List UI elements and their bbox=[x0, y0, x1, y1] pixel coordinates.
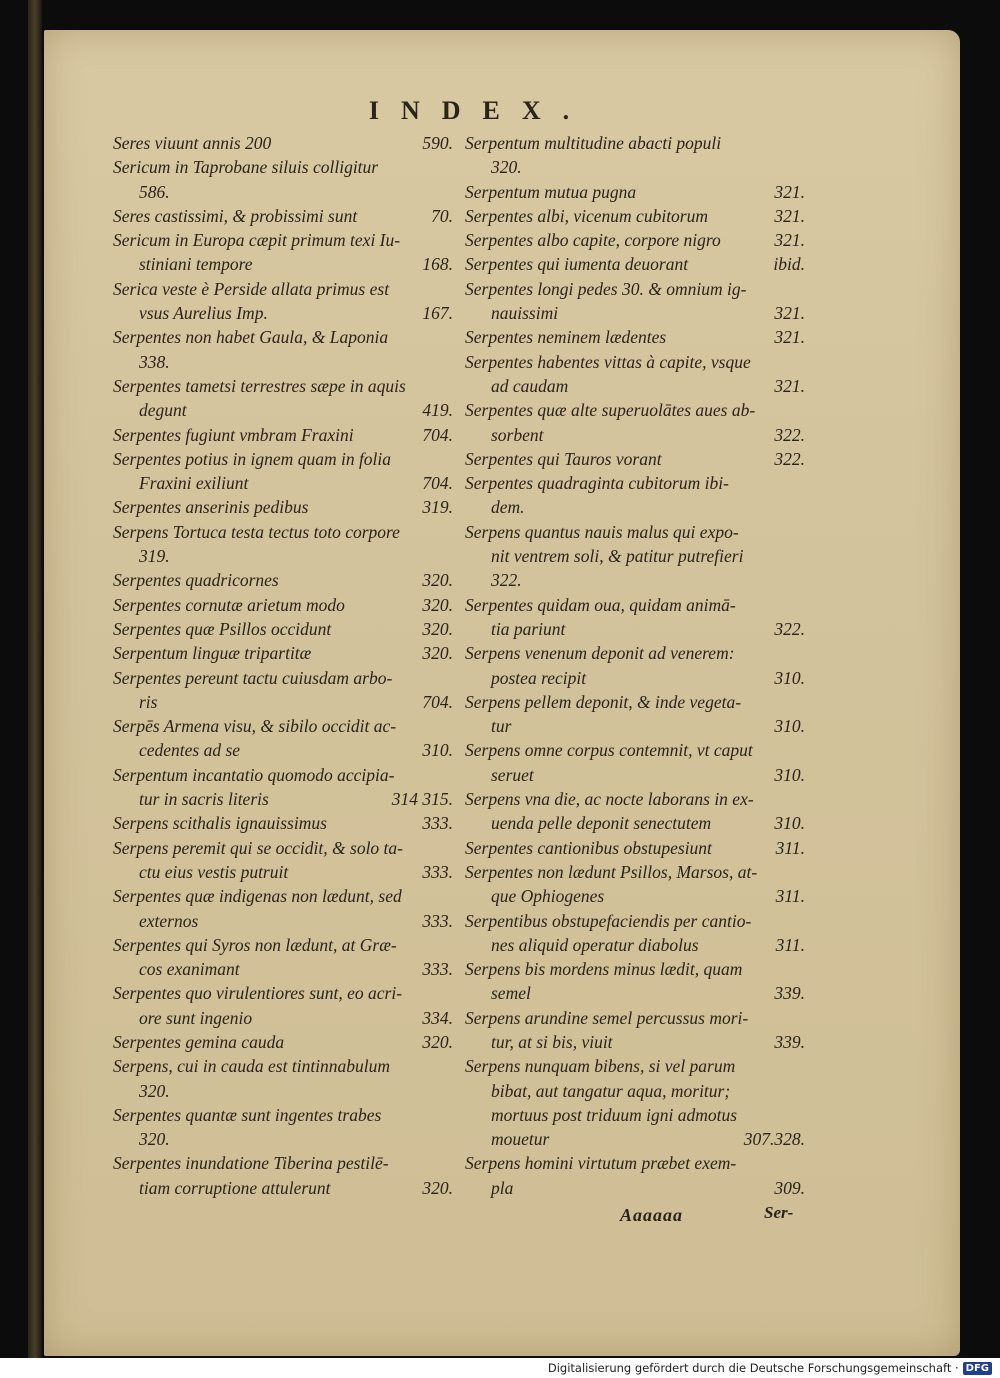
index-entry-line: Serpēs Armena visu, & sibilo occidit ac- bbox=[113, 716, 397, 737]
index-page-number: 704. bbox=[422, 424, 453, 445]
signature-mark: Aaaaaa bbox=[620, 1205, 684, 1225]
index-entry-line: Serpens vna die, ac nocte laborans in ex- bbox=[465, 789, 754, 810]
index-page-number: 322. bbox=[774, 448, 805, 469]
index-entry-line: que Ophiogenes bbox=[491, 886, 605, 907]
index-entry bbox=[113, 1151, 453, 1200]
index-page-number: 311. bbox=[775, 886, 805, 907]
index-entry bbox=[113, 495, 453, 519]
index-entry bbox=[113, 447, 453, 496]
index-entry-line: Serpentes albi, vicenum cubitorum bbox=[465, 205, 709, 226]
index-entry bbox=[113, 884, 453, 933]
index-entry-line: degunt bbox=[139, 400, 187, 421]
index-entry-line: Sericum in Europa cæpit primum texi Iu- bbox=[113, 230, 401, 251]
index-entry-line: Serpentes inundatione Tiberina pestilē- bbox=[113, 1153, 389, 1174]
index-page-number: 320. bbox=[422, 643, 453, 664]
index-page-number: 333. bbox=[422, 910, 453, 931]
index-entry-line: Serpentes fugiunt vmbram Fraxini bbox=[113, 424, 354, 445]
index-entry bbox=[465, 252, 805, 276]
index-entry-line: Sericum in Taprobane siluis colligitur bbox=[113, 157, 379, 178]
index-page-number: 321. bbox=[774, 181, 805, 202]
index-entry-line: 319. bbox=[139, 546, 170, 567]
index-entry-line: 320. bbox=[491, 157, 522, 178]
index-entry bbox=[113, 714, 453, 763]
index-entry-line: tur, at si bis, viuit bbox=[491, 1031, 613, 1052]
index-entry-line: Serpens nunquam bibens, si vel parum bbox=[465, 1056, 736, 1077]
index-entry bbox=[465, 1006, 805, 1055]
index-entry-line: Serpentum incantatio quomodo accipia- bbox=[113, 764, 395, 785]
catchword: Ser- bbox=[764, 1203, 794, 1222]
index-page-number: 322. bbox=[774, 618, 805, 639]
index-entry bbox=[465, 228, 805, 252]
index-page-number: 310. bbox=[422, 740, 453, 761]
index-entry-line: vsus Aurelius Imp. bbox=[139, 303, 268, 324]
index-entry-line: Serpentes qui iumenta deuorant bbox=[465, 254, 689, 275]
index-entry-line: bibat, aut tangatur aqua, moritur; bbox=[491, 1080, 731, 1101]
index-entry-line: Fraxini exiliunt bbox=[139, 473, 249, 494]
index-entry-line: Serpentes quadricornes bbox=[113, 570, 279, 591]
index-entry bbox=[465, 180, 805, 204]
index-page-number: 321. bbox=[774, 205, 805, 226]
index-entry-line: 322. bbox=[491, 570, 522, 591]
index-entry bbox=[113, 617, 453, 641]
index-entry-line: Seres castissimi, & probissimi sunt bbox=[113, 205, 358, 226]
index-entry-line: Serpentes non lædunt Psillos, Marsos, at- bbox=[465, 861, 758, 882]
index-entry bbox=[465, 860, 805, 909]
index-entry bbox=[465, 350, 805, 399]
index-entry-line: 320. bbox=[139, 1129, 170, 1150]
index-entry-line: mortuus post triduum igni admotus bbox=[491, 1104, 737, 1125]
index-entry-line: tia pariunt bbox=[491, 618, 566, 639]
index-entry-line: cedentes ad se bbox=[139, 740, 241, 761]
index-entry-line: Serpens quantus nauis malus qui expo- bbox=[465, 521, 739, 542]
index-page-number: 339. bbox=[774, 983, 805, 1004]
index-entry bbox=[113, 228, 453, 277]
index-entry-line: tur in sacris literis bbox=[139, 789, 269, 810]
index-page-number: 320. bbox=[422, 570, 453, 591]
index-entry-line: Serpentes cornutæ arietum modo bbox=[113, 594, 345, 615]
index-page-number: 310. bbox=[774, 813, 805, 834]
index-entry bbox=[113, 1054, 453, 1103]
index-entry-line: Serpens bis mordens minus lædit, quam bbox=[465, 959, 743, 980]
index-entry bbox=[113, 593, 453, 617]
index-page-number: 319. bbox=[422, 497, 453, 518]
index-page-number: 320. bbox=[422, 618, 453, 639]
index-entry bbox=[113, 155, 453, 204]
index-page-number: 333. bbox=[422, 861, 453, 882]
index-entry-line: Serpens pellem deponit, & inde vegeta- bbox=[465, 691, 742, 712]
index-entry-line: seruet bbox=[491, 764, 534, 785]
index-entry-line: tiam corruptione attulerunt bbox=[139, 1177, 331, 1198]
index-entry-line: postea recipit bbox=[491, 667, 587, 688]
index-entry-line: ad caudam bbox=[491, 375, 569, 396]
index-entry-line: ctu eius vestis putruit bbox=[139, 861, 289, 882]
index-entry-line: Serica veste è Perside allata primus est bbox=[113, 278, 390, 299]
index-entry-line: nit ventrem soli, & patitur putrefieri bbox=[491, 546, 744, 567]
digitization-credit bbox=[548, 1361, 992, 1375]
index-page-number: 320. bbox=[422, 594, 453, 615]
index-entry-line: Serpentum mutua pugna bbox=[465, 181, 637, 202]
index-entry-line: Serpens homini virtutum præbet exem- bbox=[465, 1153, 737, 1174]
index-page-number: 310. bbox=[774, 667, 805, 688]
index-entry-line: Serpens arundine semel percussus mori- bbox=[465, 1007, 749, 1028]
index-entry-line: Serpentes qui Syros non lædunt, at Græ- bbox=[113, 934, 397, 955]
index-entry-line: ris bbox=[139, 691, 158, 712]
index-page-number: 419. bbox=[422, 400, 453, 421]
index-entry-line: Serpentes quantæ sunt ingentes trabes bbox=[113, 1104, 382, 1125]
index-entry-line: Serpentes cantionibus obstupesiunt bbox=[465, 837, 712, 858]
index-entry-line: Serpentes non habet Gaula, & Laponia bbox=[113, 327, 389, 348]
index-entry bbox=[113, 204, 453, 228]
index-entry-line: Serpentes tametsi terrestres sæpe in aquis bbox=[113, 375, 406, 396]
index-entry bbox=[113, 277, 453, 326]
index-page-number: 320. bbox=[422, 1031, 453, 1052]
index-entry-line: tur bbox=[491, 716, 512, 737]
index-entry-line: Serpentes quæ alte superuolātes aues ab- bbox=[465, 400, 756, 421]
index-entry bbox=[113, 520, 453, 569]
index-entry bbox=[113, 325, 453, 374]
index-entry-line: Serpentum linguæ tripartitæ bbox=[113, 643, 312, 664]
index-entry bbox=[465, 957, 805, 1006]
index-entry bbox=[465, 641, 805, 690]
index-entry-line: stiniani tempore bbox=[139, 254, 253, 275]
index-entry-line: Serpens, cui in cauda est tintinnabulum bbox=[113, 1056, 391, 1077]
index-entry bbox=[113, 763, 453, 812]
index-entry bbox=[113, 933, 453, 982]
index-entry-line: Serpentes quo virulentiores sunt, eo acri- bbox=[113, 983, 403, 1004]
index-page-number: 311. bbox=[775, 934, 805, 955]
index-entry-line: nauissimi bbox=[491, 303, 559, 324]
index-entry bbox=[113, 836, 453, 885]
index-page-number: 167. bbox=[422, 303, 453, 324]
index-entry-line: Serpentes pereunt tactu cuiusdam arbo- bbox=[113, 667, 393, 688]
index-entry-line: Serpentum multitudine abacti populi bbox=[465, 133, 722, 153]
index-entry bbox=[465, 787, 805, 836]
index-entry-line: 586. bbox=[139, 181, 170, 202]
index-entry bbox=[465, 1151, 805, 1200]
index-page-number: 310. bbox=[774, 716, 805, 737]
index-entry-line: pla bbox=[491, 1177, 514, 1198]
index-entry bbox=[465, 520, 805, 593]
index-page-number: 311. bbox=[775, 837, 805, 858]
index-entry-line: sorbent bbox=[491, 424, 544, 445]
index-entry bbox=[113, 1030, 453, 1054]
index-page-number: 590. bbox=[422, 133, 453, 153]
running-head: INDEX. bbox=[368, 96, 592, 125]
index-entry bbox=[465, 471, 805, 520]
index-entry-line: mouetur bbox=[491, 1129, 550, 1150]
index-entry bbox=[113, 423, 453, 447]
index-entry-line: 320. bbox=[139, 1080, 170, 1101]
index-entry-line: 338. bbox=[139, 351, 170, 372]
index-entry bbox=[465, 593, 805, 642]
index-page-number: 334. bbox=[422, 1007, 453, 1028]
index-entry bbox=[465, 398, 805, 447]
index-page-number: 321. bbox=[774, 327, 805, 348]
index-entry-line: Serpentes qui Tauros vorant bbox=[465, 448, 662, 469]
index-entry-line: Serpentibus obstupefaciendis per cantio- bbox=[465, 910, 752, 931]
index-entry bbox=[113, 568, 453, 592]
index-entry-line: externos bbox=[139, 910, 199, 931]
index-entry bbox=[113, 131, 453, 155]
index-entry-line: Serpentes longi pedes 30. & omnium ig- bbox=[465, 278, 747, 299]
credit-text: Digitalisierung gefördert durch die Deutsche Forschungsgemeinschaft · bbox=[547, 1361, 959, 1375]
index-entry bbox=[465, 131, 805, 180]
index-entry-line: Serpentes gemina cauda bbox=[113, 1031, 285, 1052]
index-entry-line: Serpentes neminem lædentes bbox=[465, 327, 667, 348]
index-entry bbox=[113, 811, 453, 835]
dfg-logo: DFG bbox=[963, 1362, 992, 1375]
index-entry-line: Serpentes potius in ignem quam in folia bbox=[113, 448, 392, 469]
index-entry-line: Serpentes quadraginta cubitorum ibi- bbox=[465, 473, 729, 494]
index-entry bbox=[465, 325, 805, 349]
index-page-number: 168. bbox=[422, 254, 453, 275]
index-page-number: 333. bbox=[422, 959, 453, 980]
index-page-number: 322. bbox=[774, 424, 805, 445]
index-entry bbox=[465, 836, 805, 860]
index-entry-line: Serpens peremit qui se occidit, & solo ta- bbox=[113, 837, 403, 858]
index-entry-line: Serpens Tortuca testa tectus toto corpore bbox=[113, 521, 400, 542]
index-entry-line: Serpens omne corpus contemnit, vt caput bbox=[465, 740, 753, 761]
index-entry bbox=[465, 909, 805, 958]
index-entry-line: ore sunt ingenio bbox=[139, 1007, 253, 1028]
index-entry bbox=[465, 447, 805, 471]
index-page-number: 339. bbox=[774, 1031, 805, 1052]
index-page-number: 704. bbox=[422, 691, 453, 712]
index-page-number: 309. bbox=[774, 1177, 805, 1198]
book-spine bbox=[28, 0, 42, 1358]
index-entry-line: semel bbox=[491, 983, 531, 1004]
index-entry-line: Seres viuunt annis 200 bbox=[113, 133, 272, 153]
index-page-number: 314 315. bbox=[391, 789, 453, 810]
index-column-left bbox=[113, 131, 453, 1200]
index-entry bbox=[113, 666, 453, 715]
index-page-number: 704. bbox=[422, 473, 453, 494]
index-entry-line: uenda pelle deponit senectutem bbox=[491, 813, 712, 834]
index-column-right bbox=[465, 131, 805, 1200]
index-entry bbox=[465, 277, 805, 326]
index-entry-line: Serpens venenum deponit ad venerem: bbox=[465, 643, 735, 664]
index-entry-line: Serpentes habentes vittas à capite, vsque bbox=[465, 351, 751, 372]
index-entry bbox=[465, 738, 805, 787]
index-page-number: 310. bbox=[774, 764, 805, 785]
index-page-number: 320. bbox=[422, 1177, 453, 1198]
index-entry-line: Serpentes quæ Psillos occidunt bbox=[113, 618, 332, 639]
index-entry bbox=[113, 981, 453, 1030]
index-page-number: 321. bbox=[774, 303, 805, 324]
index-page-number: 321. bbox=[774, 230, 805, 251]
index-entry bbox=[113, 641, 453, 665]
index-entry-line: dem. bbox=[491, 497, 525, 518]
index-entry-line: Serpentes albo capite, corpore nigro bbox=[465, 230, 721, 251]
index-entry bbox=[465, 690, 805, 739]
index-entry-line: Serpentes quidam oua, quidam animā- bbox=[465, 594, 736, 615]
index-page-number: 307.328. bbox=[743, 1129, 805, 1150]
index-entry bbox=[465, 204, 805, 228]
index-page-number: 321. bbox=[774, 375, 805, 396]
index-entry bbox=[113, 1103, 453, 1152]
index-entry-line: Serpentes quæ indigenas non lædunt, sed bbox=[113, 886, 402, 907]
index-entry bbox=[113, 374, 453, 423]
index-page-number: 333. bbox=[422, 813, 453, 834]
index-page-number: ibid. bbox=[773, 254, 805, 275]
index-entry-line: Serpentes anserinis pedibus bbox=[113, 497, 309, 518]
index-page-number: 70. bbox=[431, 205, 453, 226]
index-entry-line: nes aliquid operatur diabolus bbox=[491, 934, 699, 955]
index-entry-line: Serpens scithalis ignauissimus bbox=[113, 813, 327, 834]
index-entry bbox=[465, 1054, 805, 1151]
index-entry-line: cos exanimant bbox=[139, 959, 240, 980]
